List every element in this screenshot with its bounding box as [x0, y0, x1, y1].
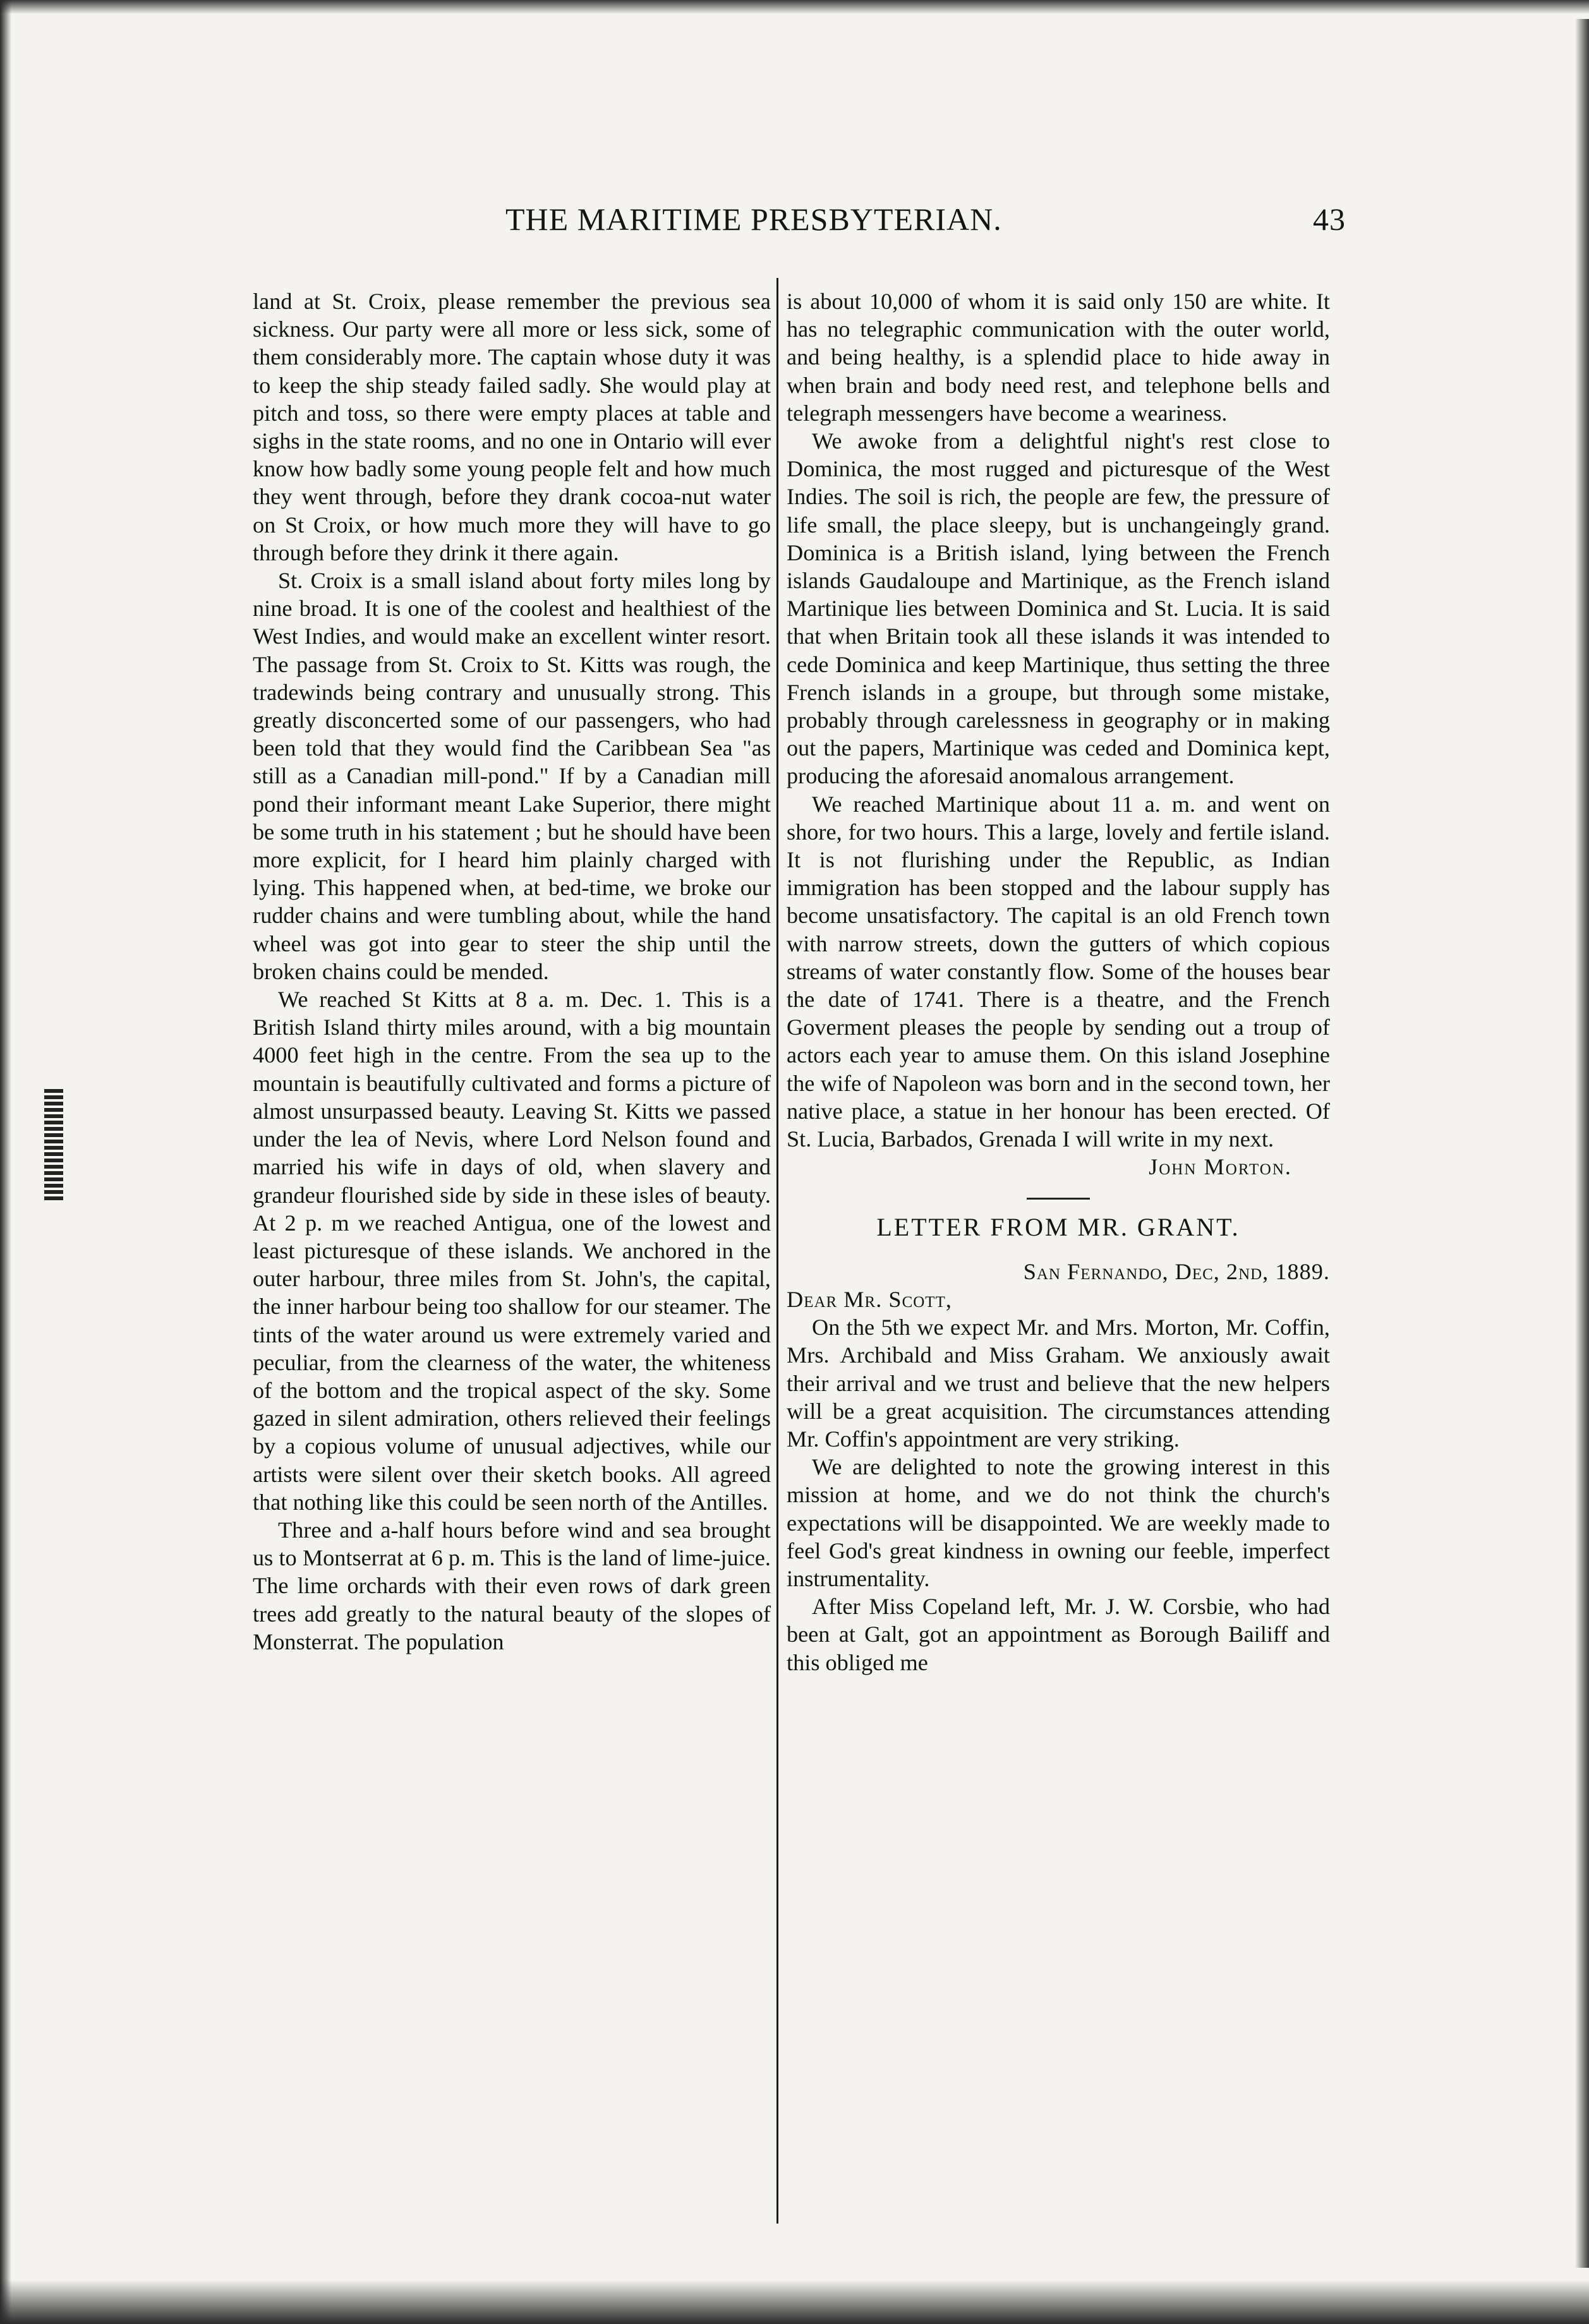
salutation: Dear Mr. Scott, [787, 1286, 952, 1312]
section-divider [1027, 1198, 1090, 1200]
paragraph: St. Croix is a small island about forty miles long by nine broad. It is one of the coolest and healthiest of the West Indies, and would make an excellent winter resort. The passage from St. Croix to St. Kitts was rough, the tradewinds being contrary and unusually strong. This greatly disconcerted some of our passengers, who had been told that they would find the Caribbean Sea "as still as a Canadian mill-pond." If by a Canadian mill pond their informant meant Lake Superior, there might be some truth in his statement ; but he should have been more explicit, for I heard him plainly charged with lying. This happened when, at bed-time, we broke our rudder chains and were tumbling about, while the hand wheel was got into gear to steer the ship until the broken chains could be mended. [253, 568, 771, 984]
journal-title: THE MARITIME PRESBYTERIAN. [505, 202, 1002, 237]
scan-edge-left [0, 0, 11, 2324]
scan-edge-bottom [0, 2280, 1589, 2324]
scan-edge-top [0, 0, 1589, 14]
signature: John Morton. [1149, 1154, 1292, 1180]
paragraph: land at St. Croix, please remember the previous sea sickness. Our party were all more or less sick, some of them considerably more. The captain whose duty it was to keep the ship steady failed sadly. She would play at pitch and toss, so there were empty places at table and sighs in the state rooms, and no one in Ontario will ever know how badly some young people felt and how much they went through, before they drank cocoa-nut water on St Croix, or how much more they will have to go through before they drink it there again. [253, 289, 771, 565]
dateline: San Fernando, Dec, 2nd, 1889. [1023, 1258, 1330, 1284]
signature-line [787, 1153, 1330, 1181]
paragraph: We reached St Kitts at 8 a. m. Dec. 1. This is a British Island thirty miles around, with a big mountain 4000 feet high in the centre. From the sea up to the mountain is beautifully cultivated and forms a picture of almost unsurpassed beauty. Leaving St. Kitts we passed under the lea of Nevis, where Lord Nelson found and married his wife in days of old, when slavery and grandeur flourished side by side in these isles of beauty. At 2 p. m we reached Antigua, one of the lowest and least picturesque of these islands. We anchored in the outer harbour, three miles from St. John's, the capital, the inner harbour being too shallow for our steamer. The tints of the water around us were extremely varied and peculiar, from the clearness of the water, the whiteness of the bottom and the tropical aspect of the sky. Some gazed in silent admiration, others relieved their feelings by a copious volume of unusual adjectives, while our artists were silent over their sketch books. All agreed that nothing like this could be seen north of the Antilles. [253, 987, 771, 1515]
paragraph: We awoke from a delightful night's rest close to Dominica, the most rugged and picturesque of the West Indies. The soil is rich, the people are few, the pressure of life small, the place sleepy, but is unchangeingly grand. Dominica is a British island, lying between the French islands Gaudaloupe and Martinique, as the French island Martinique lies between Dominica and St. Lucia. It is said that when Britain took all these islands it was intended to cede Dominica and keep Martinique, thus setting the three French islands in a groupe, but through some mistake, probably through carelessness in geography or in making out the papers, Martinique was ceded and Dominica kept, producing the aforesaid anomalous arrangement. [787, 428, 1330, 789]
right-column [787, 287, 1330, 2224]
paragraph: is about 10,000 of whom it is said only 150 are white. It has no telegraphic communication with the outer world, and being healthy, is a splendid place to hide away in when brain and body need rest, and telephone bells and telegraph messengers have become a weariness. [787, 289, 1330, 426]
paragraph: We are delighted to note the growing interest in this mission at home, and we do not think the church's expectations will be disappointed. We are weekly made to feel God's great kindness in owning our feeble, imperfect instrumentality. [787, 1454, 1330, 1591]
left-column [253, 287, 771, 2224]
paragraph: On the 5th we expect Mr. and Mrs. Morton, Mr. Coffin, Mrs. Archibald and Miss Graham. We anxiously await their arrival and we trust and believe that the new helpers will be a great acquisition. The circumstances attending Mr. Coffin's appointment are very striking. [787, 1315, 1330, 1452]
binding-clip [44, 1087, 63, 1200]
page-number: 43 [1313, 202, 1346, 237]
paragraph: Three and a-half hours before wind and sea brought us to Montserrat at 6 p. m. This is the land of lime-juice. The lime orchards with their even rows of dark green trees add greatly to the natural beauty of the slopes of Monsterrat. The population [253, 1517, 771, 1654]
paragraph: We reached Martinique about 11 a. m. and went on shore, for two hours. This a large, lovely and fertile island. It is not flurishing under the Republic, as Indian immigration has been stopped and the labour supply has become unsatisfactory. The capital is an old French town with narrow streets, down the gutters of which copious streams of water constantly flow. Some of the houses bear the date of 1741. There is a theatre, and the French Goverment pleases the people by sending out a troup of actors each year to amuse them. On this island Josephine the wife of Napoleon was born and in the second town, her native place, a statue in her honour has been erected. Of St. Lucia, Barbados, Grenada I will write in my next. [787, 791, 1330, 1152]
scan-edge-right [1575, 19, 1589, 2268]
column-rule [776, 278, 778, 2224]
article-title: LETTER FROM MR. GRANT. [876, 1212, 1240, 1241]
paragraph: After Miss Copeland left, Mr. J. W. Corsbie, who had been at Galt, got an appointment as Borough Bailiff and this obliged me [787, 1594, 1330, 1675]
